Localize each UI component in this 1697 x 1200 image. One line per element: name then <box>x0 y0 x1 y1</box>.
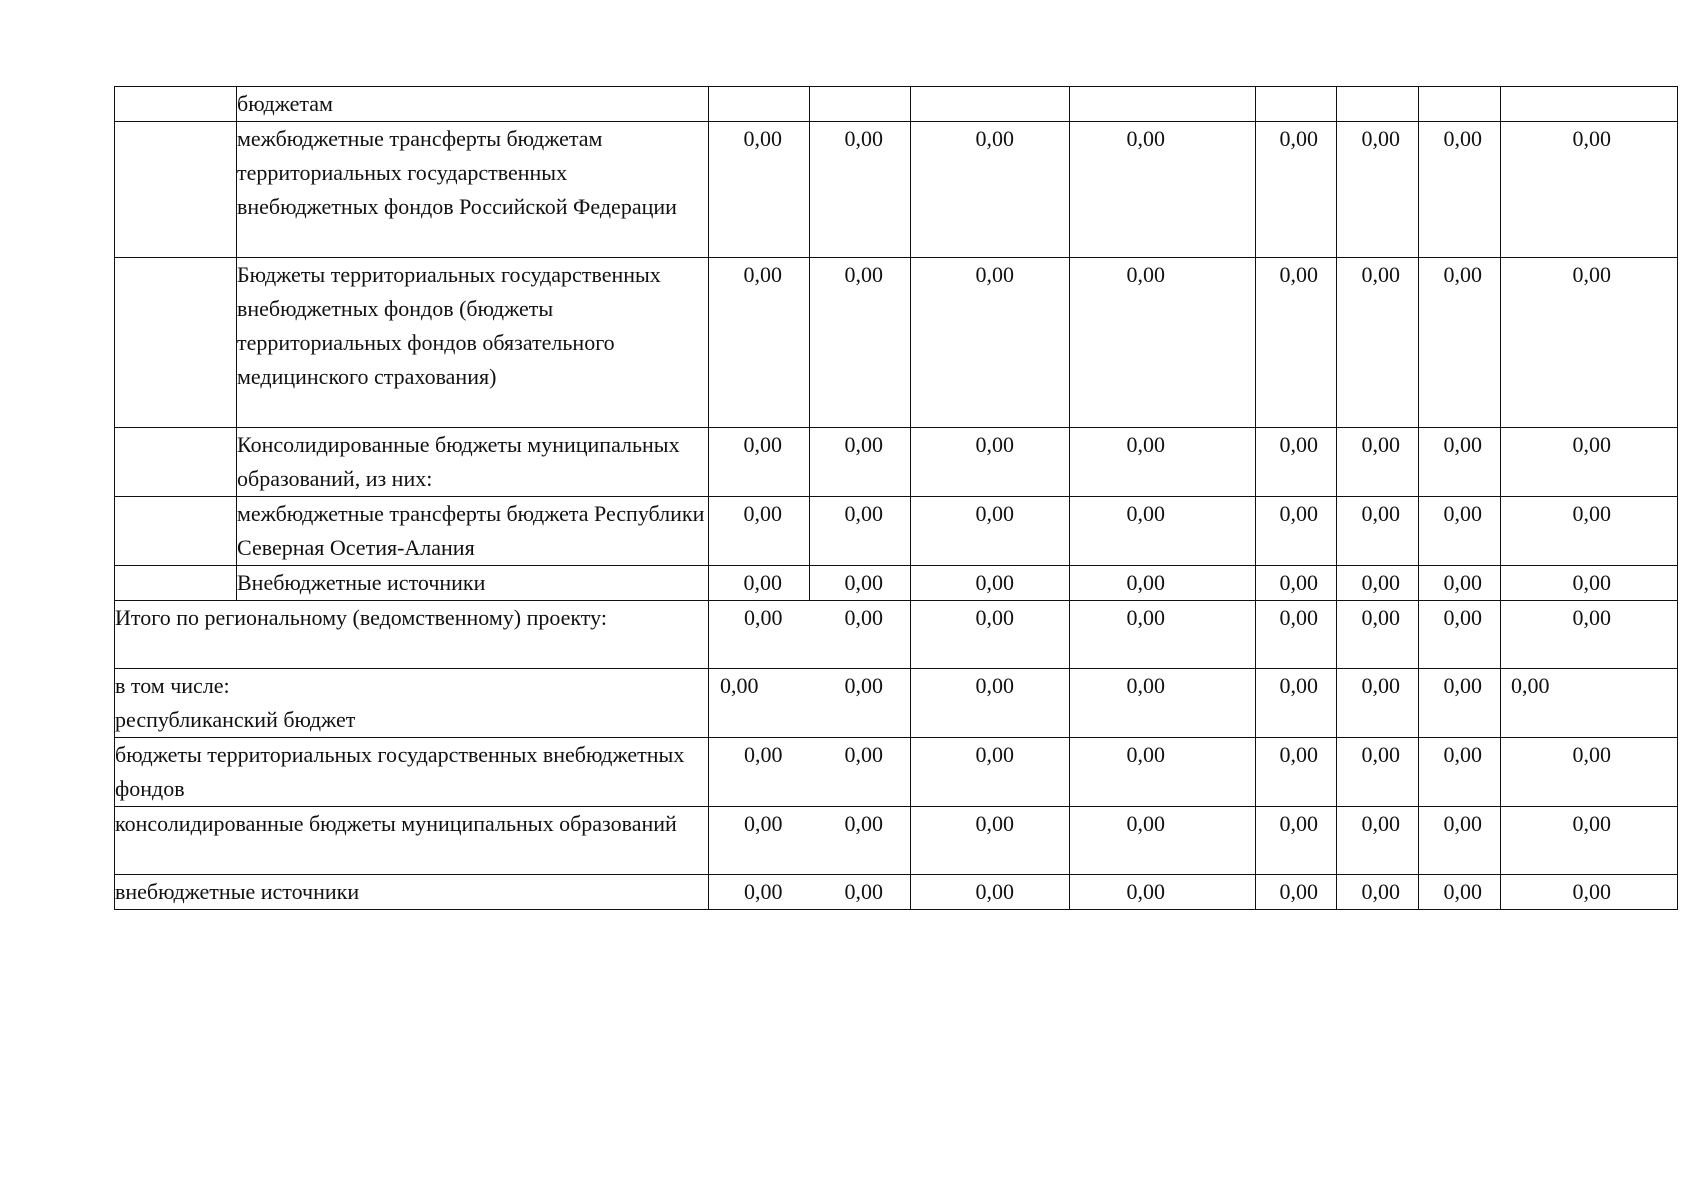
value-cell <box>1070 87 1256 122</box>
value-cell: 0,00 <box>1070 258 1256 428</box>
value-cell: 0,00 <box>1419 258 1501 428</box>
value-cell: 0,00 <box>1419 738 1501 807</box>
row-label: Итого по региональному (ведомственному) проекту: <box>115 601 709 669</box>
value-cell: 0,00 <box>1337 122 1419 258</box>
value-cell: 0,00 <box>1256 497 1337 566</box>
row-label: Бюджеты территориальных государственных внебюджетных фондов (бюджеты территориальных фондов обязательного медицинского страхования) <box>237 258 709 428</box>
value-cell: 0,00 <box>1419 428 1501 497</box>
value-cell <box>1419 87 1501 122</box>
value-cell: 0,00 <box>810 566 911 601</box>
value-cell: 0,00 <box>1256 428 1337 497</box>
total-row <box>115 669 1678 738</box>
value-cell: 0,00 <box>911 601 1070 669</box>
value-cell: 0,00 <box>911 669 1070 738</box>
value-cell: 0,00 <box>1501 428 1678 497</box>
value-cell: 0,00 <box>810 122 911 258</box>
value-cell: 0,00 <box>1070 566 1256 601</box>
value-cell: 0,00 <box>1501 258 1678 428</box>
value-cell: 0,00 <box>1419 875 1501 910</box>
value-cell: 0,00 <box>709 122 810 258</box>
value-cell: 0,00 <box>1256 669 1337 738</box>
value-cell <box>1256 87 1337 122</box>
value-cell: 0,00 <box>1070 875 1256 910</box>
value-cell: 0,00 <box>911 807 1070 875</box>
value-cell: 0,00 <box>709 669 810 738</box>
value-cell: 0,00 <box>810 428 911 497</box>
row-label: бюджетам <box>237 87 709 122</box>
total-row <box>115 601 1678 669</box>
value-cell: 0,00 <box>1070 669 1256 738</box>
value-cell: 0,00 <box>1070 497 1256 566</box>
total-row <box>115 807 1678 875</box>
row-label: Внебюджетные источники <box>237 566 709 601</box>
value-cell: 0,00 <box>1337 258 1419 428</box>
row-label: межбюджетные трансферты бюджета Республики Северная Осетия-Алания <box>237 497 709 566</box>
value-cell: 0,00 <box>911 875 1070 910</box>
value-cell: 0,00 <box>1337 738 1419 807</box>
indent-cell <box>115 122 237 258</box>
value-cell: 0,00 <box>911 738 1070 807</box>
value-cell <box>911 87 1070 122</box>
value-cell <box>810 87 911 122</box>
value-cell: 0,00 <box>1337 875 1419 910</box>
value-cell: 0,00 <box>709 497 810 566</box>
value-cell: 0,00 <box>810 807 911 875</box>
value-cell: 0,00 <box>1256 258 1337 428</box>
value-cell: 0,00 <box>1501 566 1678 601</box>
value-cell <box>1337 87 1419 122</box>
table-row <box>115 566 1678 601</box>
value-cell: 0,00 <box>1070 122 1256 258</box>
value-cell: 0,00 <box>1419 807 1501 875</box>
total-row <box>115 738 1678 807</box>
value-cell: 0,00 <box>810 258 911 428</box>
value-cell: 0,00 <box>1501 807 1678 875</box>
row-label-line: в том числе: <box>115 673 230 698</box>
value-cell: 0,00 <box>709 258 810 428</box>
row-label-line: республиканский бюджет <box>115 707 356 732</box>
total-row <box>115 875 1678 910</box>
value-cell: 0,00 <box>1337 497 1419 566</box>
value-cell: 0,00 <box>911 428 1070 497</box>
value-cell: 0,00 <box>1256 566 1337 601</box>
value-cell: 0,00 <box>1070 738 1256 807</box>
value-cell: 0,00 <box>810 601 911 669</box>
value-cell: 0,00 <box>709 807 810 875</box>
table-row <box>115 428 1678 497</box>
value-cell: 0,00 <box>709 428 810 497</box>
value-cell: 0,00 <box>1070 428 1256 497</box>
value-cell: 0,00 <box>1256 738 1337 807</box>
row-label: консолидированные бюджеты муниципальных образований <box>115 807 709 875</box>
indent-cell <box>115 428 237 497</box>
value-cell: 0,00 <box>709 566 810 601</box>
value-cell: 0,00 <box>1501 875 1678 910</box>
value-cell: 0,00 <box>1419 601 1501 669</box>
row-label: межбюджетные трансферты бюджетам территориальных государственных внебюджетных фондов Российской Федерации <box>237 122 709 258</box>
table-row <box>115 258 1678 428</box>
value-cell <box>1501 87 1678 122</box>
value-cell: 0,00 <box>1337 428 1419 497</box>
indent-cell <box>115 87 237 122</box>
value-cell: 0,00 <box>1256 807 1337 875</box>
value-cell: 0,00 <box>810 497 911 566</box>
value-cell: 0,00 <box>1256 875 1337 910</box>
table-row <box>115 87 1678 122</box>
value-cell: 0,00 <box>1337 601 1419 669</box>
table-row <box>115 122 1678 258</box>
value-cell: 0,00 <box>1256 601 1337 669</box>
indent-cell <box>115 258 237 428</box>
value-cell: 0,00 <box>1501 497 1678 566</box>
value-cell: 0,00 <box>911 258 1070 428</box>
value-cell: 0,00 <box>1337 807 1419 875</box>
value-cell: 0,00 <box>1501 122 1678 258</box>
indent-cell <box>115 497 237 566</box>
value-cell: 0,00 <box>709 738 810 807</box>
row-label: Консолидированные бюджеты муниципальных образований, из них: <box>237 428 709 497</box>
value-cell: 0,00 <box>1419 122 1501 258</box>
value-cell: 0,00 <box>1337 669 1419 738</box>
value-cell: 0,00 <box>1256 122 1337 258</box>
table-row <box>115 497 1678 566</box>
value-cell: 0,00 <box>1070 807 1256 875</box>
value-cell: 0,00 <box>911 497 1070 566</box>
value-cell: 0,00 <box>810 738 911 807</box>
value-cell <box>709 87 810 122</box>
value-cell: 0,00 <box>1070 601 1256 669</box>
row-label: внебюджетные источники <box>115 875 709 910</box>
budget-table <box>114 86 1678 910</box>
value-cell: 0,00 <box>810 669 911 738</box>
row-label: бюджеты территориальных государственных внебюджетных фондов <box>115 738 709 807</box>
value-cell: 0,00 <box>810 875 911 910</box>
value-cell: 0,00 <box>911 566 1070 601</box>
value-cell: 0,00 <box>1501 669 1678 738</box>
indent-cell <box>115 566 237 601</box>
row-label <box>115 669 709 738</box>
value-cell: 0,00 <box>1419 669 1501 738</box>
value-cell: 0,00 <box>1419 497 1501 566</box>
value-cell: 0,00 <box>1419 566 1501 601</box>
value-cell: 0,00 <box>709 875 810 910</box>
value-cell: 0,00 <box>1501 738 1678 807</box>
value-cell: 0,00 <box>911 122 1070 258</box>
value-cell: 0,00 <box>1337 566 1419 601</box>
value-cell: 0,00 <box>709 601 810 669</box>
value-cell: 0,00 <box>1501 601 1678 669</box>
